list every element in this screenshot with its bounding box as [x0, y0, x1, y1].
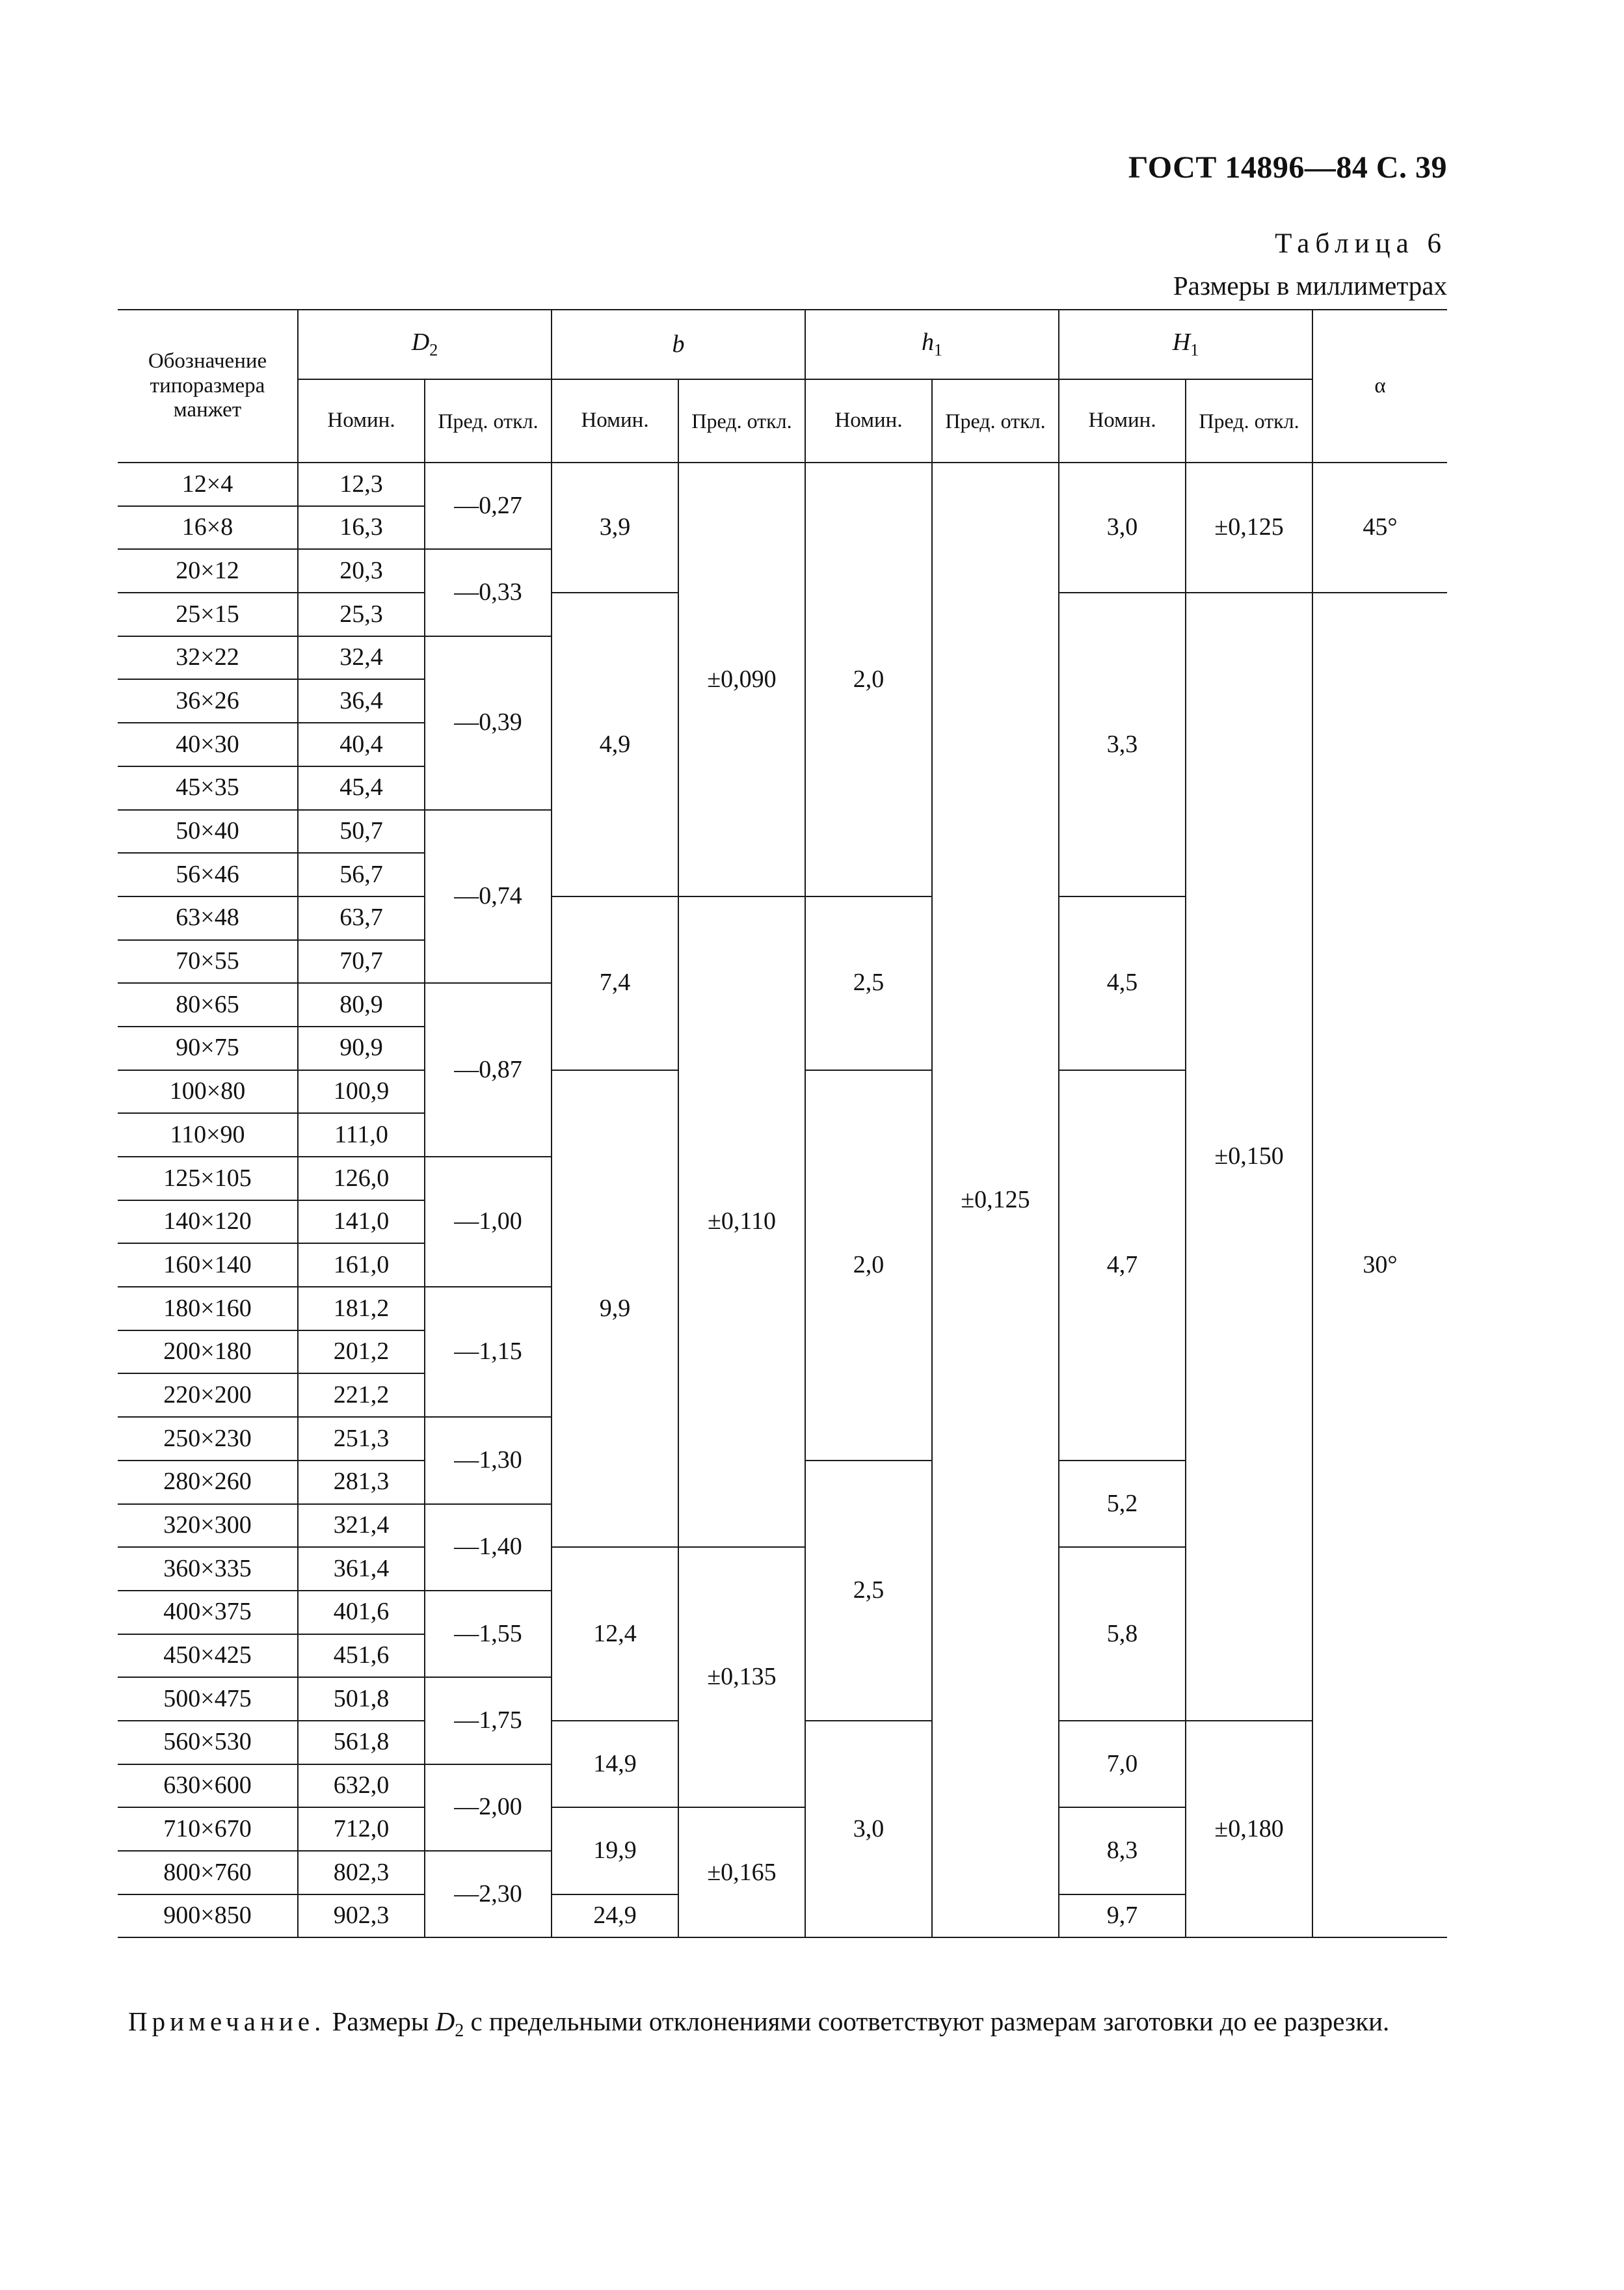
d2-nominal-cell: 36,4	[298, 679, 425, 723]
H1-subscript: 1	[1190, 340, 1199, 360]
h1-nominal-cell: 3,0	[805, 1721, 932, 1937]
size-designation-cell: 630×600	[118, 1764, 298, 1808]
size-designation-cell: 16×8	[118, 506, 298, 550]
d2-nominal-cell: 251,3	[298, 1417, 425, 1461]
d2-nominal-cell: 201,2	[298, 1330, 425, 1374]
size-designation-cell: 140×120	[118, 1200, 298, 1244]
d2-deviation-cell: —2,30	[425, 1851, 552, 1937]
H1-nominal-cell: 3,0	[1059, 463, 1186, 593]
b-nominal-cell: 9,9	[552, 1070, 678, 1548]
h1-nominal-cell: 2,5	[805, 1461, 932, 1721]
b-nominal-cell: 12,4	[552, 1547, 678, 1721]
size-designation-cell: 125×105	[118, 1157, 298, 1200]
b-nominal-cell: 7,4	[552, 896, 678, 1070]
d2-deviation-cell: —2,00	[425, 1764, 552, 1851]
size-designation-cell: 45×35	[118, 766, 298, 810]
d2-nominal-cell: 401,6	[298, 1591, 425, 1634]
alpha-cell: 45°	[1312, 463, 1447, 593]
size-designation-cell: 710×670	[118, 1807, 298, 1851]
size-designation-cell: 900×850	[118, 1894, 298, 1938]
H1-nominal-cell: 5,2	[1059, 1461, 1186, 1547]
b-nominal-cell: 14,9	[552, 1721, 678, 1807]
H1-deviation-cell: ±0,125	[1186, 463, 1312, 593]
d2-nominal-cell: 80,9	[298, 983, 425, 1027]
H1-deviation-cell: ±0,150	[1186, 593, 1312, 1721]
size-designation-cell: 180×160	[118, 1287, 298, 1330]
h1-subscript: 1	[934, 340, 943, 360]
note-text-before: Размеры	[325, 2006, 436, 2036]
note-text-after: с предельными отклонениями соответствуют размерам заготовки до ее разрезки.	[464, 2006, 1390, 2036]
size-designation-cell: 560×530	[118, 1721, 298, 1764]
d2-deviation-cell: —1,15	[425, 1287, 552, 1417]
b-nominal-cell: 24,9	[552, 1894, 678, 1938]
size-designation-cell: 100×80	[118, 1070, 298, 1114]
h1-nominal-cell: 2,0	[805, 463, 932, 896]
b-nom-header: Номин.	[552, 379, 678, 463]
H1-nominal-cell: 5,8	[1059, 1547, 1186, 1721]
d2-subscript: 2	[429, 340, 438, 360]
d2-nominal-cell: 126,0	[298, 1157, 425, 1200]
table-row	[118, 463, 1447, 506]
H1-header	[1059, 310, 1312, 379]
table-note	[128, 2002, 1441, 2044]
d2-nominal-cell: 16,3	[298, 506, 425, 550]
d2-deviation-cell: —0,27	[425, 463, 552, 549]
d2-deviation-cell: —0,74	[425, 810, 552, 984]
b-deviation-cell: ±0,110	[678, 896, 805, 1547]
d2-nominal-cell: 361,4	[298, 1547, 425, 1591]
size-designation-cell: 320×300	[118, 1504, 298, 1548]
size-designation-cell: 800×760	[118, 1851, 298, 1894]
size-designation-cell: 280×260	[118, 1461, 298, 1504]
h1-deviation-cell: ±0,125	[932, 463, 1059, 1937]
d2-nominal-cell: 902,3	[298, 1894, 425, 1938]
d2-deviation-cell: —0,39	[425, 636, 552, 810]
H1-nominal-cell: 4,5	[1059, 896, 1186, 1070]
d2-nominal-cell: 45,4	[298, 766, 425, 810]
d2-nominal-cell: 501,8	[298, 1677, 425, 1721]
d2-dev-header: Пред. откл.	[425, 379, 552, 463]
d2-nominal-cell: 712,0	[298, 1807, 425, 1851]
H1-symbol: H	[1172, 329, 1191, 357]
d2-nominal-cell: 12,3	[298, 463, 425, 506]
d2-deviation-cell: —1,55	[425, 1591, 552, 1677]
page-header: ГОСТ 14896—84 С. 39	[1128, 150, 1447, 185]
dimensions-table-wrapper	[118, 309, 1447, 1938]
size-designation-cell: 70×55	[118, 940, 298, 984]
size-designation-cell: 250×230	[118, 1417, 298, 1461]
d2-deviation-cell: —1,75	[425, 1677, 552, 1764]
size-designation-cell: 12×4	[118, 463, 298, 506]
d2-nominal-cell: 181,2	[298, 1287, 425, 1330]
table-label: Таблица 6	[1275, 228, 1447, 259]
H1-dev-header: Пред. откл.	[1186, 379, 1312, 463]
h1-nominal-cell: 2,5	[805, 896, 932, 1070]
d2-symbol: D	[411, 329, 430, 357]
b-header	[552, 310, 805, 379]
size-designation-cell: 80×65	[118, 983, 298, 1027]
b-dev-header: Пред. откл.	[678, 379, 805, 463]
size-designation-cell: 450×425	[118, 1634, 298, 1678]
size-designation-cell: 63×48	[118, 896, 298, 940]
d2-nominal-cell: 56,7	[298, 853, 425, 896]
d2-nominal-cell: 561,8	[298, 1721, 425, 1764]
alpha-header: α	[1312, 310, 1447, 463]
d2-nominal-cell: 70,7	[298, 940, 425, 984]
d2-header	[298, 310, 552, 379]
size-designation-cell: 36×26	[118, 679, 298, 723]
d2-nominal-cell: 40,4	[298, 723, 425, 766]
H1-nominal-cell: 3,3	[1059, 593, 1186, 896]
size-designation-cell: 20×12	[118, 549, 298, 593]
h1-nom-header: Номин.	[805, 379, 932, 463]
size-designation-cell: 200×180	[118, 1330, 298, 1374]
b-nominal-cell: 3,9	[552, 463, 678, 593]
H1-nominal-cell: 4,7	[1059, 1070, 1186, 1461]
note-title: Примечание.	[128, 2006, 326, 2036]
size-designation-cell: 360×335	[118, 1547, 298, 1591]
size-designation-cell: 220×200	[118, 1373, 298, 1417]
designation-header: Обозначение типоразмера манжет	[118, 310, 298, 463]
size-designation-cell: 56×46	[118, 853, 298, 896]
d2-nominal-cell: 802,3	[298, 1851, 425, 1894]
alpha-cell: 30°	[1312, 593, 1447, 1937]
d2-deviation-cell: —0,87	[425, 983, 552, 1157]
d2-nom-header: Номин.	[298, 379, 425, 463]
size-designation-cell: 25×15	[118, 593, 298, 636]
size-designation-cell: 40×30	[118, 723, 298, 766]
b-symbol: b	[672, 330, 685, 358]
b-deviation-cell: ±0,090	[678, 463, 805, 896]
h1-nominal-cell: 2,0	[805, 1070, 932, 1461]
H1-nominal-cell: 7,0	[1059, 1721, 1186, 1807]
size-designation-cell: 32×22	[118, 636, 298, 680]
d2-nominal-cell: 111,0	[298, 1113, 425, 1157]
d2-nominal-cell: 90,9	[298, 1027, 425, 1070]
d2-deviation-cell: —1,30	[425, 1417, 552, 1503]
table-body	[118, 463, 1447, 1937]
dimensions-table	[118, 309, 1447, 1938]
size-designation-cell: 160×140	[118, 1243, 298, 1287]
h1-dev-header: Пред. откл.	[932, 379, 1059, 463]
d2-nominal-cell: 100,9	[298, 1070, 425, 1114]
units-label: Размеры в миллиметрах	[1173, 271, 1447, 301]
d2-nominal-cell: 161,0	[298, 1243, 425, 1287]
note-subscript: 2	[455, 2021, 464, 2041]
size-designation-cell: 400×375	[118, 1591, 298, 1634]
d2-nominal-cell: 141,0	[298, 1200, 425, 1244]
size-designation-cell: 50×40	[118, 810, 298, 854]
d2-nominal-cell: 25,3	[298, 593, 425, 636]
d2-nominal-cell: 63,7	[298, 896, 425, 940]
b-deviation-cell: ±0,135	[678, 1547, 805, 1807]
H1-nominal-cell: 9,7	[1059, 1894, 1186, 1938]
b-nominal-cell: 19,9	[552, 1807, 678, 1894]
d2-nominal-cell: 20,3	[298, 549, 425, 593]
d2-nominal-cell: 50,7	[298, 810, 425, 854]
h1-symbol: h	[922, 329, 935, 357]
b-nominal-cell: 4,9	[552, 593, 678, 896]
d2-nominal-cell: 32,4	[298, 636, 425, 680]
note-symbol: D	[435, 2006, 455, 2036]
b-deviation-cell: ±0,165	[678, 1807, 805, 1937]
d2-deviation-cell: —1,00	[425, 1157, 552, 1287]
H1-nominal-cell: 8,3	[1059, 1807, 1186, 1894]
h1-header	[805, 310, 1059, 379]
H1-nom-header: Номин.	[1059, 379, 1186, 463]
size-designation-cell: 500×475	[118, 1677, 298, 1721]
size-designation-cell: 110×90	[118, 1113, 298, 1157]
d2-deviation-cell: —1,40	[425, 1504, 552, 1591]
d2-deviation-cell: —0,33	[425, 549, 552, 636]
d2-nominal-cell: 221,2	[298, 1373, 425, 1417]
size-designation-cell: 90×75	[118, 1027, 298, 1070]
H1-deviation-cell: ±0,180	[1186, 1721, 1312, 1937]
d2-nominal-cell: 632,0	[298, 1764, 425, 1808]
d2-nominal-cell: 321,4	[298, 1504, 425, 1548]
d2-nominal-cell: 451,6	[298, 1634, 425, 1678]
d2-nominal-cell: 281,3	[298, 1461, 425, 1504]
